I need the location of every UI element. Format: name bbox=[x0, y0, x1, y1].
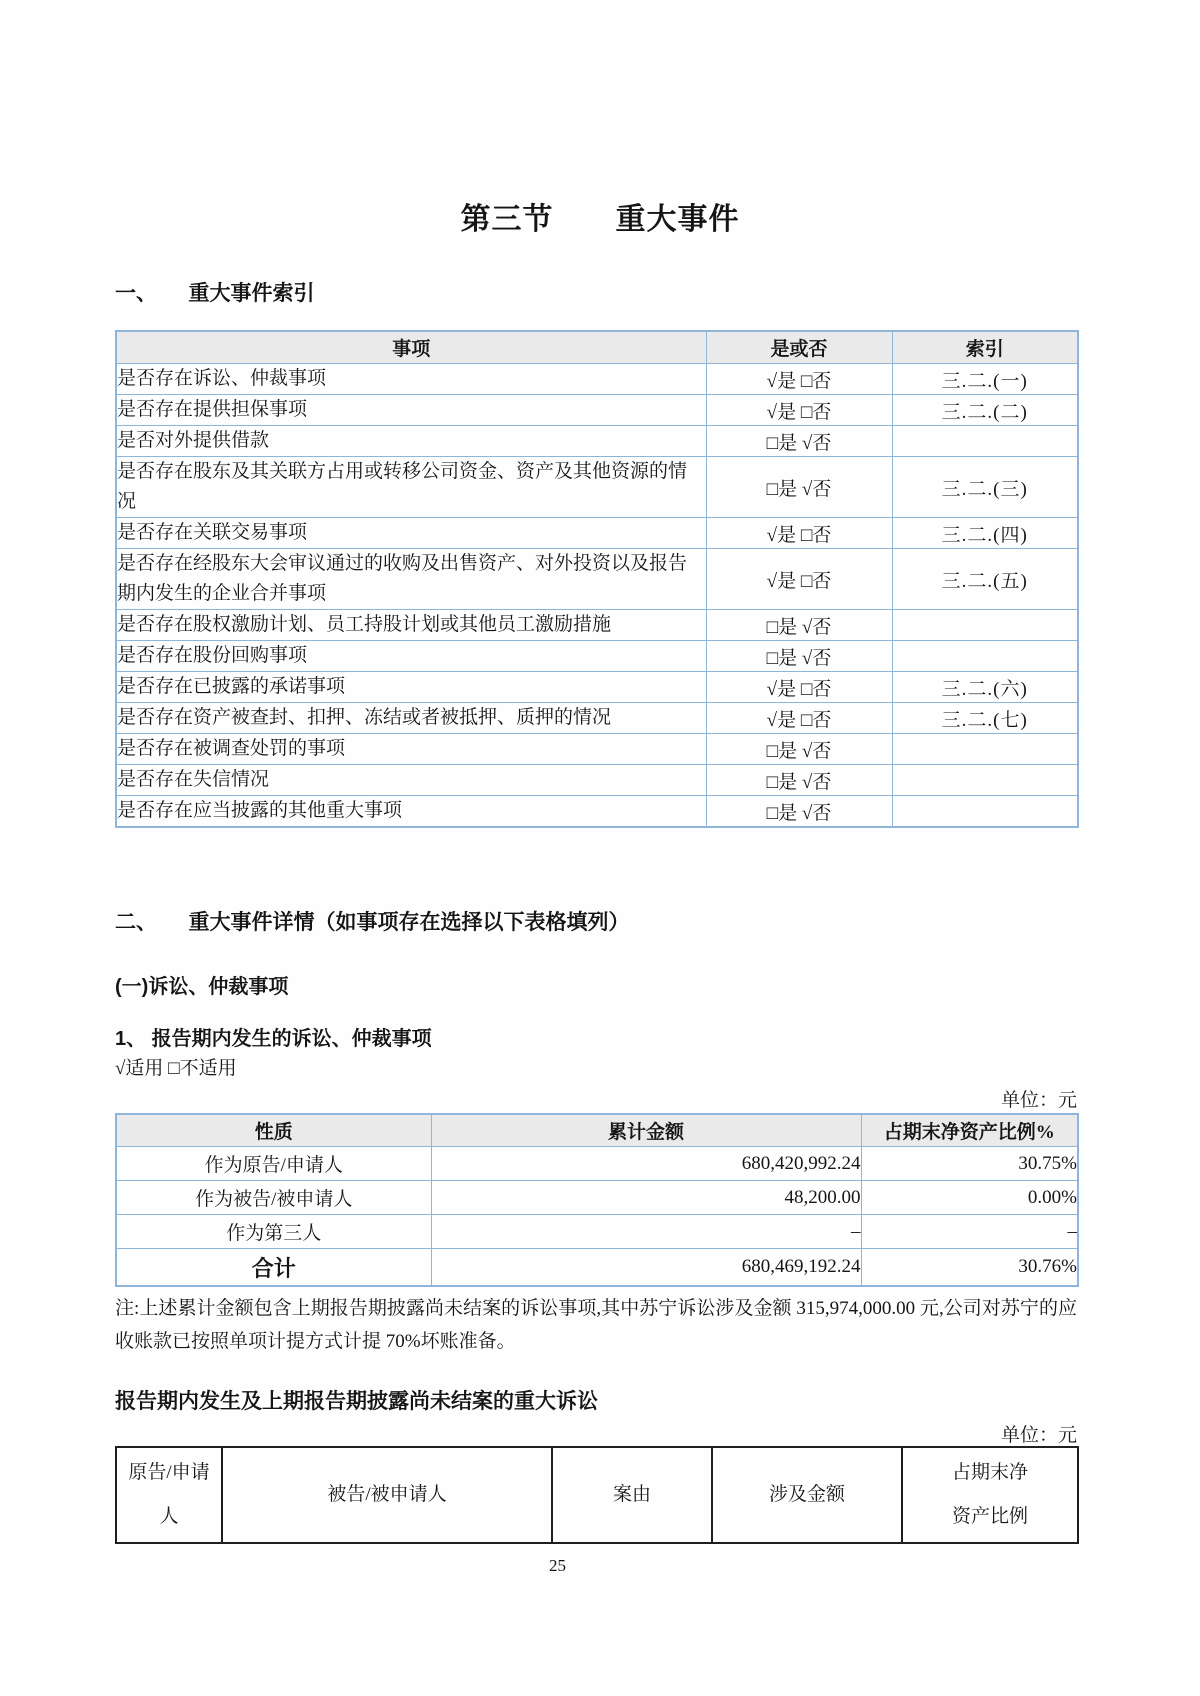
item-cell: 是否存在股东及其关联方占用或转移公司资金、资产及其他资源的情况 bbox=[116, 457, 706, 518]
index-table-row bbox=[116, 610, 1078, 641]
ratio-cell: – bbox=[861, 1215, 1078, 1249]
index-table-row bbox=[116, 518, 1078, 549]
index-table-row bbox=[116, 457, 1078, 518]
col-header-answer: 是或否 bbox=[706, 331, 892, 364]
summary-table-row bbox=[116, 1181, 1078, 1215]
current-period-litigation-heading: 1、 报告期内发生的诉讼、仲裁事项 bbox=[115, 1028, 432, 1050]
col-header-cause: 案由 bbox=[552, 1447, 712, 1543]
index-table-row bbox=[116, 765, 1078, 796]
major-litigation-header-row bbox=[116, 1447, 1078, 1543]
summary-table-header-row bbox=[116, 1114, 1078, 1147]
index-table-row bbox=[116, 364, 1078, 395]
total-ratio-cell: 30.76% bbox=[861, 1249, 1078, 1287]
answer-cell: √是 □否 bbox=[706, 672, 892, 703]
page-number: 25 bbox=[549, 1556, 566, 1575]
answer-cell: □是 √否 bbox=[706, 426, 892, 457]
total-amount-cell: 680,469,192.24 bbox=[431, 1249, 861, 1287]
item-cell: 是否存在股份回购事项 bbox=[116, 641, 706, 672]
amount-cell: 680,420,992.24 bbox=[431, 1147, 861, 1181]
unit-label: 单位：元 bbox=[1000, 1425, 1077, 1446]
applicability-line: √适用 □不适用 bbox=[115, 1058, 237, 1079]
answer-cell: √是 □否 bbox=[706, 549, 892, 610]
summary-note: 注:上述累计金额包含上期报告期披露尚未结案的诉讼事项,其中苏宁诉讼涉及金额 315,974,000.00 元,公司对苏宁的应收账款已按照单项计提方式计提 70%坏账准备。 bbox=[115, 1298, 1077, 1352]
nature-cell: 作为被告/被申请人 bbox=[116, 1181, 431, 1215]
index-table-row bbox=[116, 734, 1078, 765]
answer-cell: √是 □否 bbox=[706, 364, 892, 395]
index-cell bbox=[892, 734, 1078, 765]
item-cell: 是否存在失信情况 bbox=[116, 765, 706, 796]
index-cell bbox=[892, 426, 1078, 457]
answer-cell: □是 √否 bbox=[706, 765, 892, 796]
summary-table-row bbox=[116, 1215, 1078, 1249]
col-header-ratio: 占期末净资产比例% bbox=[861, 1114, 1078, 1147]
index-table-row bbox=[116, 672, 1078, 703]
col-header-ratio bbox=[902, 1447, 1078, 1543]
answer-cell: √是 □否 bbox=[706, 518, 892, 549]
index-table-row bbox=[116, 426, 1078, 457]
amount-cell: – bbox=[431, 1215, 861, 1249]
index-cell bbox=[892, 610, 1078, 641]
col-header-defendant: 被告/被申请人 bbox=[222, 1447, 552, 1543]
index-cell: 三.二.(四) bbox=[892, 518, 1078, 549]
index-cell: 三.二.(五) bbox=[892, 549, 1078, 610]
item-cell: 是否存在已披露的承诺事项 bbox=[116, 672, 706, 703]
litigation-heading: (一)诉讼、仲裁事项 bbox=[115, 976, 289, 998]
answer-cell: □是 √否 bbox=[706, 796, 892, 828]
index-table-row bbox=[116, 395, 1078, 426]
item-cell: 是否存在应当披露的其他重大事项 bbox=[116, 796, 706, 828]
col-header-item: 事项 bbox=[116, 331, 706, 364]
item-cell: 是否存在股权激励计划、员工持股计划或其他员工激励措施 bbox=[116, 610, 706, 641]
section-index-heading: 一、 重大事件索引 bbox=[115, 282, 315, 305]
index-cell: 三.二.(六) bbox=[892, 672, 1078, 703]
answer-cell: □是 √否 bbox=[706, 734, 892, 765]
plaintiff-header-text: 原告/申请人 bbox=[128, 1462, 210, 1527]
ratio-header-text: 占期末净资产比例 bbox=[951, 1462, 1028, 1527]
major-litigation-heading: 报告期内发生及上期报告期披露尚未结案的重大诉讼 bbox=[115, 1390, 598, 1413]
item-cell: 是否存在经股东大会审议通过的收购及出售资产、对外投资以及报告期内发生的企业合并事项 bbox=[116, 549, 706, 610]
item-cell: 是否存在资产被查封、扣押、冻结或者被抵押、质押的情况 bbox=[116, 703, 706, 734]
index-table-row bbox=[116, 549, 1078, 610]
index-table-row bbox=[116, 641, 1078, 672]
index-cell: 三.二.(一) bbox=[892, 364, 1078, 395]
answer-cell: √是 □否 bbox=[706, 703, 892, 734]
section-detail-heading: 二、 重大事件详情（如事项存在选择以下表格填列） bbox=[115, 911, 630, 934]
summary-table-row bbox=[116, 1147, 1078, 1181]
answer-cell: □是 √否 bbox=[706, 610, 892, 641]
index-cell: 三.二.(二) bbox=[892, 395, 1078, 426]
unit-label: 单位：元 bbox=[1000, 1090, 1077, 1111]
answer-cell: □是 √否 bbox=[706, 457, 892, 518]
total-label-cell: 合计 bbox=[116, 1249, 431, 1287]
col-header-nature: 性质 bbox=[116, 1114, 431, 1147]
index-cell: 三.二.(七) bbox=[892, 703, 1078, 734]
major-litigation-table bbox=[115, 1446, 1079, 1544]
index-cell bbox=[892, 796, 1078, 828]
col-header-index: 索引 bbox=[892, 331, 1078, 364]
answer-cell: □是 √否 bbox=[706, 641, 892, 672]
item-cell: 是否存在被调查处罚的事项 bbox=[116, 734, 706, 765]
nature-cell: 作为第三人 bbox=[116, 1215, 431, 1249]
col-header-amount: 累计金额 bbox=[431, 1114, 861, 1147]
answer-cell: √是 □否 bbox=[706, 395, 892, 426]
page-title: 第三节 重大事件 bbox=[460, 203, 740, 236]
index-cell: 三.二.(三) bbox=[892, 457, 1078, 518]
index-table-row bbox=[116, 796, 1078, 828]
major-events-index-table bbox=[115, 330, 1079, 828]
litigation-summary-table bbox=[115, 1113, 1079, 1287]
amount-cell: 48,200.00 bbox=[431, 1181, 861, 1215]
index-cell bbox=[892, 765, 1078, 796]
index-cell bbox=[892, 641, 1078, 672]
item-cell: 是否存在提供担保事项 bbox=[116, 395, 706, 426]
nature-cell: 作为原告/申请人 bbox=[116, 1147, 431, 1181]
ratio-cell: 30.75% bbox=[861, 1147, 1078, 1181]
item-cell: 是否存在关联交易事项 bbox=[116, 518, 706, 549]
item-cell: 是否存在诉讼、仲裁事项 bbox=[116, 364, 706, 395]
index-table-header-row bbox=[116, 331, 1078, 364]
summary-table-total-row bbox=[116, 1249, 1078, 1287]
col-header-amount: 涉及金额 bbox=[712, 1447, 902, 1543]
ratio-cell: 0.00% bbox=[861, 1181, 1078, 1215]
index-table-row bbox=[116, 703, 1078, 734]
item-cell: 是否对外提供借款 bbox=[116, 426, 706, 457]
col-header-plaintiff bbox=[116, 1447, 222, 1543]
